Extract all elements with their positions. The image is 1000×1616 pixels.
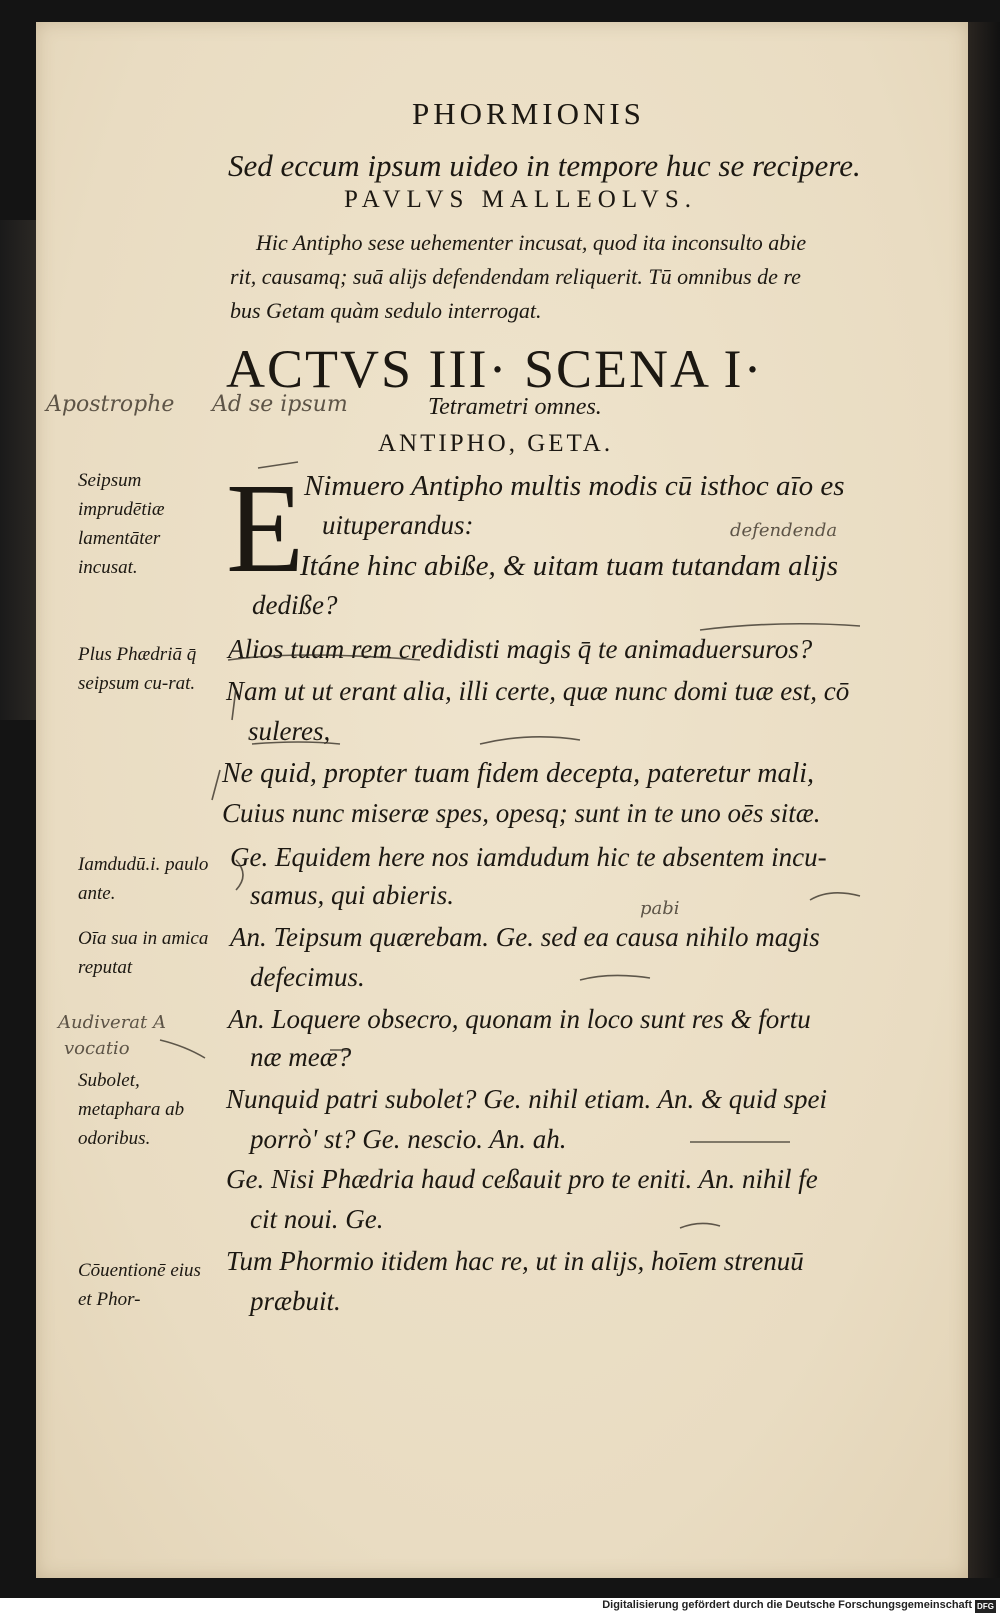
verse-line-3: Itáne hinc abiße, & uitam tuam tutandam alijs <box>300 550 839 582</box>
handwritten-defendenda: defendenda <box>730 520 838 541</box>
handwritten-apostrophe: Apostrophe <box>46 392 175 417</box>
argument-line-2: rit, causamq; suā alijs defendendam reliquerit. Tū omnibus de re <box>230 264 801 289</box>
verse-line-12: An. Teipsum quærebam. Ge. sed ea causa nihilo magis <box>230 922 820 952</box>
intro-line: Sed eccum ipsum uideo in tempore huc se recipere. <box>228 148 861 183</box>
pen-stroke <box>236 860 243 890</box>
verse-line-5: Alios tuam rem credidisti magis q̄ te animaduersuros? <box>228 634 813 664</box>
handwritten-vocatio: vocatio <box>64 1038 130 1059</box>
footer-credit: Digitalisierung gefördert durch die Deutsche Forschungsgemeinschaft <box>602 1599 972 1611</box>
commentator-heading: PAVLVS MALLEOLVS. <box>344 186 698 213</box>
margin-note-3: Iamdudū.i. paulo ante. <box>78 854 209 904</box>
handwritten-pabi: pabi <box>640 898 680 919</box>
verse-line-16: Nunquid patri subolet? Ge. nihil etiam. An. & quid spei <box>226 1084 827 1114</box>
dfg-logo: DFG <box>975 1600 996 1613</box>
meter-line: Tetrametri omnes. <box>428 394 602 420</box>
pen-stroke <box>700 624 860 630</box>
pen-stroke <box>680 1223 720 1228</box>
pen-stroke <box>252 742 340 744</box>
handwritten-audiverat: Audiverat A <box>58 1012 166 1033</box>
margin-note-5: Subolet, metaphara ab odoribus. <box>78 1070 185 1149</box>
speakers-heading: ANTIPHO, GETA. <box>378 430 614 457</box>
pen-stroke <box>212 770 220 800</box>
verse-line-10: Ge. Equidem here nos iamdudum hic te absentem incu- <box>230 842 827 872</box>
verse-line-9: Cuius nunc miseræ spes, opesq; sunt in te uno oēs sitæ. <box>222 798 821 828</box>
verse-line-8: Ne quid, propter tuam fidem decepta, pateretur mali, <box>222 758 815 789</box>
verse-line-17: porrò' st? Ge. nescio. An. ah. <box>250 1124 567 1154</box>
verse-line-1: Nimuero Antipho multis modis cū isthoc aīo es <box>304 470 845 502</box>
verse-line-20: Tum Phormio itidem hac re, ut in alijs, hoīem strenuū <box>226 1246 804 1276</box>
margin-note-4: Oīa sua in amica reputat <box>78 928 209 978</box>
verse-line-19: cit noui. Ge. <box>250 1204 384 1234</box>
margin-note-1: Seipsum imprudētiæ lamentāter incusat. <box>78 470 165 578</box>
drop-cap: E <box>226 457 305 599</box>
verse-line-7: suleres, <box>248 716 331 746</box>
verse-line-18: Ge. Nisi Phædria haud ceßauit pro te eniti. An. nihil fe <box>226 1164 818 1194</box>
verse-line-14: An. Loquere obsecro, quonam in loco sunt res & fortu <box>228 1004 811 1034</box>
margin-note-6: Cōuentionē eius et Phor- <box>78 1260 201 1310</box>
argument-line-3: bus Getam quàm sedulo interrogat. <box>230 298 542 323</box>
pen-stroke <box>160 1040 205 1058</box>
pen-stroke <box>258 462 298 468</box>
pen-stroke <box>480 737 580 744</box>
verse-line-15: næ meæ? <box>250 1042 352 1072</box>
act-heading: ACTVS III· SCENA I· <box>226 339 764 399</box>
pen-stroke <box>232 688 236 720</box>
handwritten-ad-se-ipsum: Ad se ipsum <box>212 392 348 417</box>
verse-line-6: Nam ut ut erant alia, illi certe, quæ nunc domi tuæ est, cō <box>226 676 850 706</box>
verse-line-4: dediße? <box>252 590 338 620</box>
verse-line-2: uituperandus: <box>322 510 474 540</box>
verse-line-13: defecimus. <box>250 962 365 992</box>
running-head: PHORMIONIS <box>412 96 645 131</box>
pen-stroke <box>580 975 650 980</box>
margin-note-2: Plus Phædriā q̄ seipsum cu-rat. <box>78 644 197 694</box>
verse-line-11: samus, qui abieris. <box>250 880 455 910</box>
verse-line-21: præbuit. <box>250 1286 341 1316</box>
pen-stroke <box>228 655 420 660</box>
argument-line-1: Hic Antipho sese uehementer incusat, quod ita inconsulto abie <box>256 230 807 255</box>
pen-stroke <box>810 893 860 900</box>
